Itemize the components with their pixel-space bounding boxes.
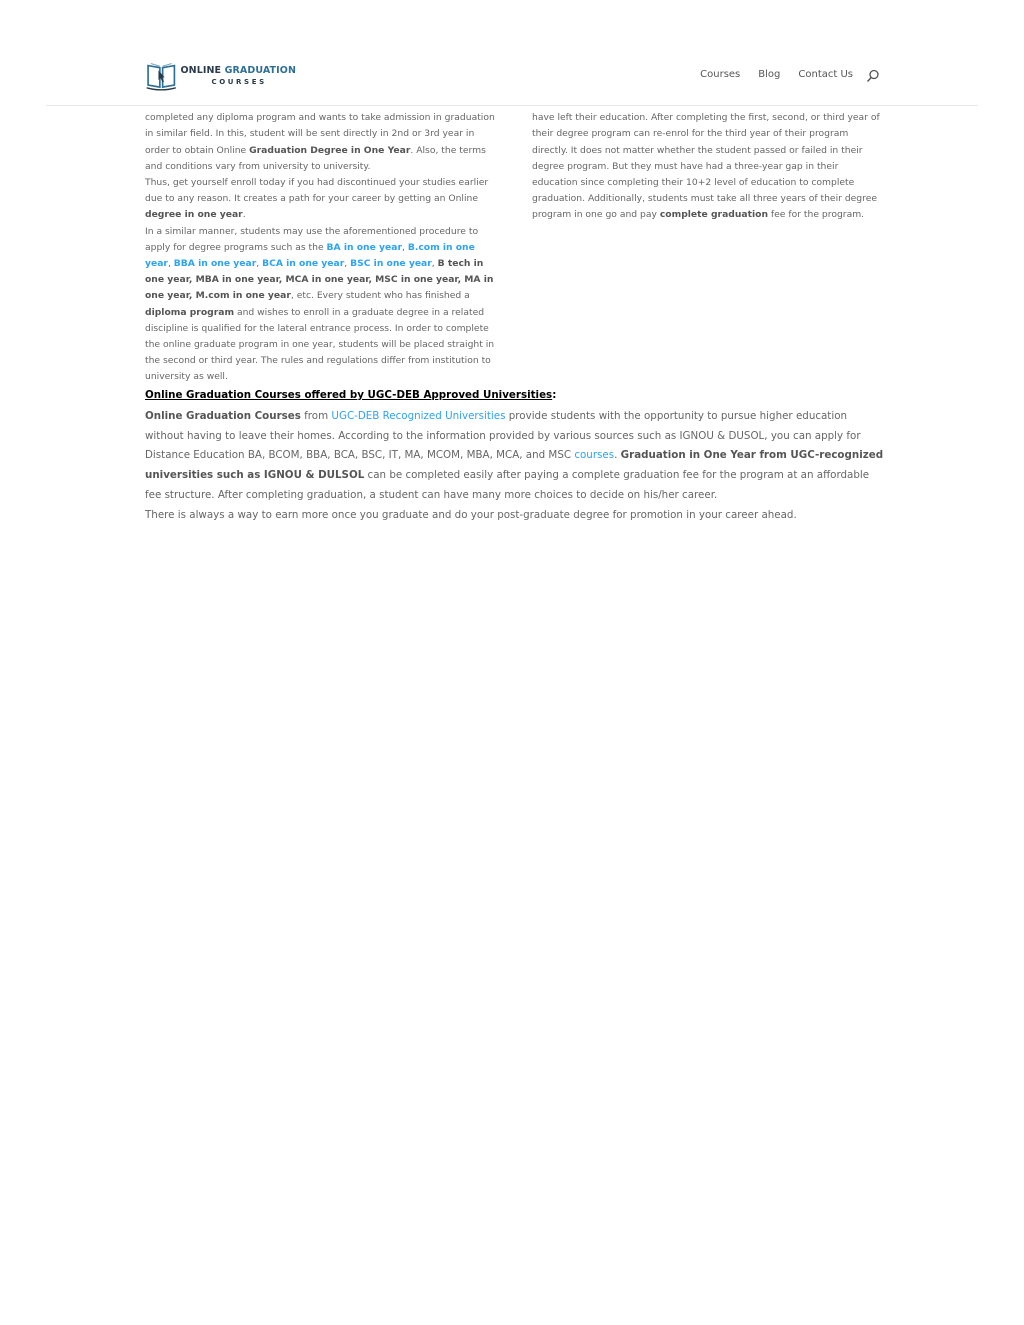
logo-text: ONLINE GRADUATION COURSES: [180, 65, 296, 86]
left-paragraph-1: completed any diploma program and wants to take admission in graduation in similar field. In this, student will be sent directly in 2nd or 3rd year in order to obtain Online Graduation Degree in One Year. Also, the terms and conditions vary from university to university.: [145, 94, 495, 175]
left-paragraph-2: Thus, get yourself enroll today if you had discontinued your studies earlier due to any reason. It creates a path for your career by getting an Online degree in one year.: [145, 177, 489, 221]
ugc-deb-section: [145, 388, 885, 525]
left-column: [145, 94, 495, 386]
right-paragraph-1: have left their education. After completing the first, second, or third year of their degree program can re-enrol for the third year of their program directly. It does not matter whether the student passed or failed in their degree program. But they must have had a three-year gap in their education since completing their 10+2 level of education to complete graduation. Additionally, students must take all three years of their degree program in one go and pay complete graduation fee for the program.: [532, 94, 882, 224]
link-bsc-one-year[interactable]: BSC in one year: [350, 258, 432, 270]
link-bba-one-year[interactable]: BBA in one year: [173, 258, 257, 270]
nav-blog[interactable]: Blog: [758, 69, 781, 80]
link-ba-one-year[interactable]: BA in one year: [326, 241, 402, 253]
left-paragraph-3: In a similar manner, students may use the aforementioned procedure to apply for degree programs such as the BA in one year, B.com in one year, BBA in one year, BCA in one year, BSC in one year, B tech in one year, MBA in one year, MCA in one year, MSC in one year, MA in one year, M.com in one year, etc. Every student who has finished a diploma program and wishes to enroll in a graduate degree in a related discipline is qualified for the lateral entrance process. In order to complete the online graduate program in one year, students will be placed straight in the second or third year. The rules and regulations differ from institution to university as well.: [145, 225, 495, 383]
section-paragraph-2: There is always a way to earn more once you graduate and do your post-graduate degree for promotion in your career ahead.: [145, 508, 797, 521]
link-courses[interactable]: courses: [574, 449, 615, 462]
link-bca-one-year[interactable]: BCA in one year: [262, 258, 345, 270]
site-logo[interactable]: [146, 54, 296, 98]
nav-contact-us[interactable]: Contact Us: [798, 69, 853, 80]
nav-courses[interactable]: Courses: [700, 69, 741, 80]
site-header: [46, 0, 978, 106]
section-paragraph-1: Online Graduation Courses from UGC-DEB Recognized Universities provide students with the opportunity to pursue higher education without having to leave their homes. According to the information provided by various sources such as IGNOU & DUSOL, you can apply for Distance Education BA, BCOM, BBA, BCA, BSC, IT, MA, MCOM, MBA, MCA, and MSC courses. Graduation in One Year from UGC-recognized universities such as IGNOU & DULSOL can be completed easily after paying a complete graduation fee for the program at an affordable fee structure. After completing graduation, a student can have many more choices to decide on his/her career.: [145, 410, 884, 501]
link-ugc-deb-universities[interactable]: UGC-DEB Recognized Universities: [331, 410, 506, 422]
book-logo-icon: [146, 55, 176, 97]
main-nav: [700, 69, 853, 80]
right-column: [532, 94, 882, 224]
search-icon[interactable]: [866, 69, 880, 83]
section-heading: Online Graduation Courses offered by UGC-DEB Approved Universities:: [145, 389, 557, 401]
link-bcom-one-year[interactable]: B.com in one year: [145, 241, 475, 270]
